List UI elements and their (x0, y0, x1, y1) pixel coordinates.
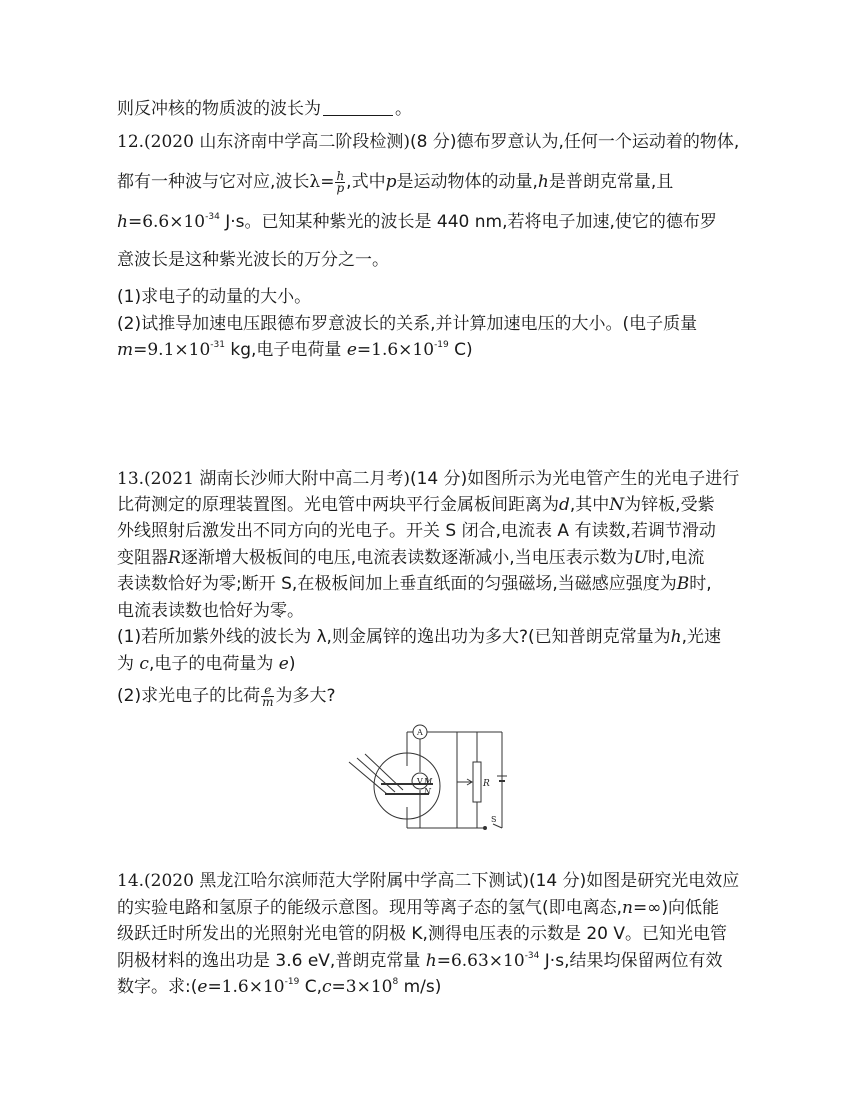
question-13-header: 13.(2021 湖南长沙师大附中高二月考)(14 分)如图所示为光电管产生的光电子进行 (117, 469, 740, 489)
question-number: 14. (117, 871, 145, 891)
text-line: $h=6.6\times 10^{-34}$ J·s。已知某种紫光的波长是 440 nm,若将电子加速,使它的德布罗 (117, 212, 717, 232)
switch-label: S (491, 815, 497, 824)
text-line: 比荷测定的原理装置图。光电管中两块平行金属板间距离为d,其中N为锌板,受紫 (117, 495, 715, 515)
text-line: 变阻器R逐渐增大极板间的电压,电流表读数逐渐减小,当电压表示数为U时,电流 (117, 548, 705, 568)
symbol-lambda: λ (309, 172, 321, 192)
ammeter-label: A (417, 728, 423, 737)
question-number: 13. (117, 469, 145, 489)
answer-blank[interactable] (323, 99, 393, 116)
question-source: (2021 湖南长沙师大附中高二月考) (144, 469, 410, 489)
question-source: (2020 山东济南中学高二阶段检测) (144, 132, 410, 152)
text-line: 则反冲核的物质波的波长为 。 (117, 99, 412, 119)
text-line: $m=9.1\times 10^{-31}$ kg,电子电荷量 $e=1.6\times 10^{-19}$ C) (117, 340, 473, 360)
fraction-h-over-p: $\frac{h}{p}$ (336, 168, 345, 195)
plate-m-label: M (424, 777, 433, 786)
question-source: (2020 黑龙江哈尔滨师范大学附属中学高二下测试) (144, 871, 529, 891)
sub-question: (2)试推导加速电压跟德布罗意波长的关系,并计算加速电压的大小。(电子质量 (117, 314, 698, 334)
text-line: 为 c,电子的电荷量为 e) (117, 654, 296, 674)
phototube-circuit-diagram (345, 724, 545, 836)
text-line: 都有一种波与它对应,波长λ= $\frac{h}{p}$ ,式中p是运动物体的动量,h是普朗克常量,且 (117, 168, 674, 195)
text-line: 表读数恰好为零;断开 S,在极板间加上垂直纸面的匀强磁场,当磁感应强度为B时, (117, 574, 712, 594)
rheostat-label: R (483, 779, 490, 789)
question-number: 12. (117, 132, 145, 152)
plate-n-label: N (424, 787, 431, 796)
sub-question: (1)若所加紫外线的波长为 λ,则金属锌的逸出功为多大?(已知普朗克常量为h,光速 (117, 627, 721, 647)
text-line: 的实验电路和氢原子的能级示意图。现用等离子态的氢气(即电离态,n=∞)向低能 (117, 898, 720, 918)
question-12-header: 12.(2020 山东济南中学高二阶段检测)(8 分)德布罗意认为,任何一个运动着的物体, (117, 132, 740, 152)
text-line: 级跃迁时所发出的光照射光电管的阴极 K,测得电压表的示数是 20 V。已知光电管 (117, 924, 728, 944)
fraction-e-over-m: $\frac{e}{m}$ (262, 682, 274, 709)
voltmeter-label: V (417, 777, 423, 786)
text-line: 意波长是这种紫光波长的万分之一。 (117, 250, 389, 270)
text-line: 阴极材料的逸出功是 3.6 eV,普朗克常量 $h=6.63\times 10^{-34}$ J·s,结果均保留两位有效 (117, 951, 723, 971)
text-line: 电流表读数也恰好为零。 (117, 601, 304, 621)
question-14-header: 14.(2020 黑龙江哈尔滨师范大学附属中学高二下测试)(14 分)如图是研究光电效应 (117, 871, 740, 891)
sub-question: (1)求电子的动量的大小。 (117, 287, 312, 307)
text-line: 数字。求$:(e=1.6\times 10^{-19}$ $C,c=3\times 10^8$ m/s) (117, 977, 442, 997)
sub-question: (2)求光电子的比荷 $\frac{e}{m}$ 为多大? (117, 682, 336, 709)
text-line: 外线照射后激发出不同方向的光电子。开关 S 闭合,电流表 A 有读数,若调节滑动 (117, 521, 716, 541)
